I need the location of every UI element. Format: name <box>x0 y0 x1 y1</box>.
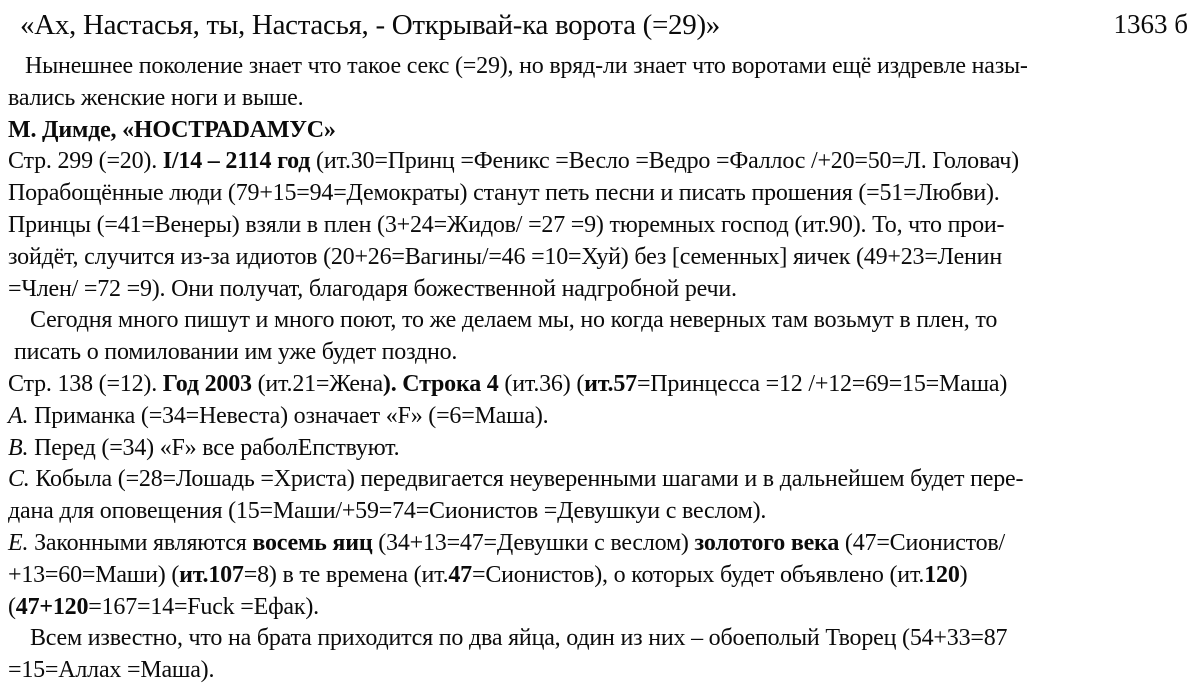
text-run: С. <box>8 466 30 493</box>
text-run: =Принцесса =12 /+12=69=15=Маша) <box>636 370 1008 397</box>
document-body <box>8 51 1192 687</box>
text-run: =Член/ =72 =9). Они получат, благодаря божественной надгробной речи. <box>8 275 737 302</box>
text-line <box>8 242 1192 274</box>
text-line <box>8 401 1192 433</box>
text-line <box>8 433 1192 465</box>
text-run: ). Строка 4 <box>382 370 499 397</box>
text-run: I/14 – 2114 год <box>162 148 311 175</box>
text-run: Всем известно, что на брата приходится по два яйца, один из них – обоеполый Творец (54+33=87 <box>30 625 1008 652</box>
text-line <box>8 146 1192 178</box>
text-line <box>8 178 1192 210</box>
text-line <box>8 274 1192 306</box>
text-run: золотого века <box>694 529 840 556</box>
text-run: 47+120 <box>15 593 89 620</box>
text-run: =8) в те времена (ит. <box>243 561 449 588</box>
text-run: восемь яиц <box>252 529 373 556</box>
text-line <box>8 623 1192 655</box>
text-run: (ит.36) ( <box>498 370 585 397</box>
text-run: писать о помиловании им уже будет поздно. <box>14 339 458 366</box>
text-line <box>8 592 1192 624</box>
text-run: Е. <box>8 529 29 556</box>
text-run: Приманка (=34=Невеста) означает «F» (=6=Маша). <box>28 402 549 429</box>
text-line <box>8 115 1192 147</box>
text-run: М. Димде, «НОСТРАDАМУС» <box>8 116 336 143</box>
text-run: (ит.21=Жена <box>251 370 383 397</box>
text-run: Законными являются <box>28 529 253 556</box>
text-run: 47 <box>448 561 472 588</box>
text-run: ) <box>959 561 968 588</box>
text-line <box>8 305 1192 337</box>
text-run: (47=Сионистов/ <box>839 529 1006 556</box>
text-line <box>8 528 1192 560</box>
text-run: ( <box>8 593 16 620</box>
text-line <box>8 560 1192 592</box>
text-run: Кобыла (=28=Лошадь =Христа) передвигается неуверенными шагами и в дальнейшем будет пере- <box>29 466 1024 493</box>
text-run: дана для оповещения (15=Маши/+59=74=Сионистов =Девушкуи с веслом). <box>8 498 767 525</box>
text-line <box>8 337 1192 369</box>
text-run: Порабощённые люди (79+15=94=Демократы) станут петь песни и писать прошения (=51=Любви). <box>8 180 1000 207</box>
text-run: =15=Аллах =Маша). <box>8 657 215 684</box>
text-run: +13=60=Маши) ( <box>8 561 180 588</box>
text-run: =167=14=Fuck =Ефак). <box>88 593 319 620</box>
text-run: Год 2003 <box>162 370 252 397</box>
text-run: Нынешнее поколение знает что такое секс (=29), но вряд-ли знает что воротами ещё издревле назы- <box>25 53 1028 79</box>
text-line <box>8 210 1192 242</box>
text-run: вались женские ноги и выше. <box>8 84 304 111</box>
text-run: зойдёт, случится из-за идиотов (20+26=Вагины/=46 =10=Хуй) без [семенных] яичек (49+23=Ленин <box>8 243 1002 270</box>
text-line <box>8 464 1192 496</box>
text-run: Стр. 138 (=12). <box>8 370 163 397</box>
page-title: «Ах, Настасья, ты, Настасья, - Открывай-ка ворота (=29)» <box>20 9 721 41</box>
page-number: 1363 б <box>1113 9 1188 39</box>
text-line <box>8 51 1192 83</box>
text-run: 120 <box>924 561 960 588</box>
text-run: Сегодня много пишут и много поют, то же делаем мы, но когда неверных там возьмут в плен, то <box>30 307 998 334</box>
text-run: =Сионистов), о которых будет объявлено (ит. <box>471 561 925 588</box>
document-header <box>8 8 1192 42</box>
text-run: В. <box>8 434 29 461</box>
text-line <box>8 496 1192 528</box>
text-line <box>8 369 1192 401</box>
text-run: ит.57 <box>584 370 637 397</box>
text-line <box>8 83 1192 115</box>
text-run: (34+13=47=Девушки с веслом) <box>372 529 695 556</box>
text-line <box>8 655 1192 687</box>
text-run: А. <box>8 402 29 429</box>
text-run: Стр. 299 (=20). <box>8 148 163 175</box>
text-run: ит.107 <box>179 561 244 588</box>
text-run: Принцы (=41=Венеры) взяли в плен (3+24=Жидов/ =27 =9) тюремных господ (ит.90). То, что прои- <box>8 211 1005 238</box>
text-run: Перед (=34) «F» все раболЕпствуют. <box>28 434 400 461</box>
text-run: (ит.30=Принц =Феникс =Весло =Ведро =Фаллос /+20=50=Л. Головач) <box>310 148 1019 175</box>
